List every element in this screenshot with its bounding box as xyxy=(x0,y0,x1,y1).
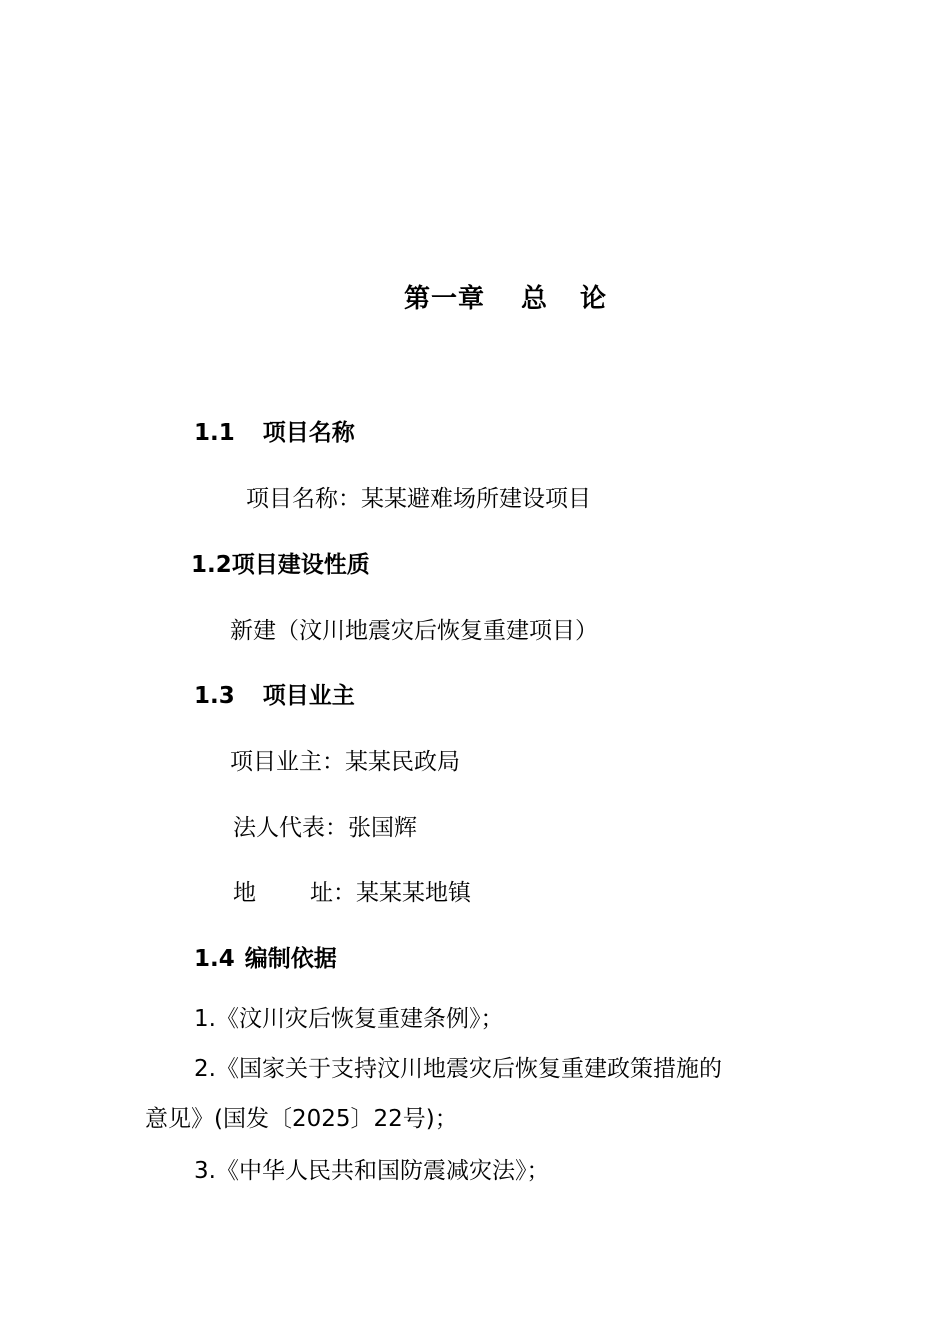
chapter-title-part1: 总 xyxy=(521,284,549,314)
project-nature-text: 新建（汶川地震灾后恢复重建项目） xyxy=(230,618,598,644)
basis-item-2: 2.《国家关于支持汶川地震灾后恢复重建政策措施的 xyxy=(194,1056,722,1082)
address-text xyxy=(233,878,471,908)
section-number: 1.4 xyxy=(194,946,235,972)
section-title: 编制依据 xyxy=(244,946,337,972)
project-owner-text: 项目业主：某某民政局 xyxy=(230,749,460,775)
basis-item-2-continuation: 意见》(国发〔2025〕22号)； xyxy=(145,1106,458,1132)
section-1-3-heading xyxy=(194,681,355,711)
section-number: 1.3 xyxy=(194,683,235,709)
section-1-1-heading xyxy=(194,418,355,448)
section-number: 1.1 xyxy=(194,420,235,446)
section-title: 项目业主 xyxy=(262,683,355,709)
section-1-4-heading xyxy=(194,944,337,974)
chapter-title xyxy=(404,284,607,314)
basis-item-1: 1.《汶川灾后恢复重建条例》； xyxy=(194,1006,504,1032)
legal-representative-text: 法人代表：张国辉 xyxy=(233,815,417,841)
chapter-title-part2: 论 xyxy=(580,284,608,314)
section-title: 项目名称 xyxy=(262,420,355,446)
address-label-b: 址：某某某地镇 xyxy=(310,880,471,906)
project-name-text: 项目名称：某某避难场所建设项目 xyxy=(246,486,591,512)
address-label-a: 地 xyxy=(233,880,256,906)
basis-item-3: 3.《中华人民共和国防震减灾法》； xyxy=(194,1158,550,1184)
chapter-label: 第一章 xyxy=(404,284,486,314)
section-1-2-heading: 1.2项目建设性质 xyxy=(191,552,370,578)
